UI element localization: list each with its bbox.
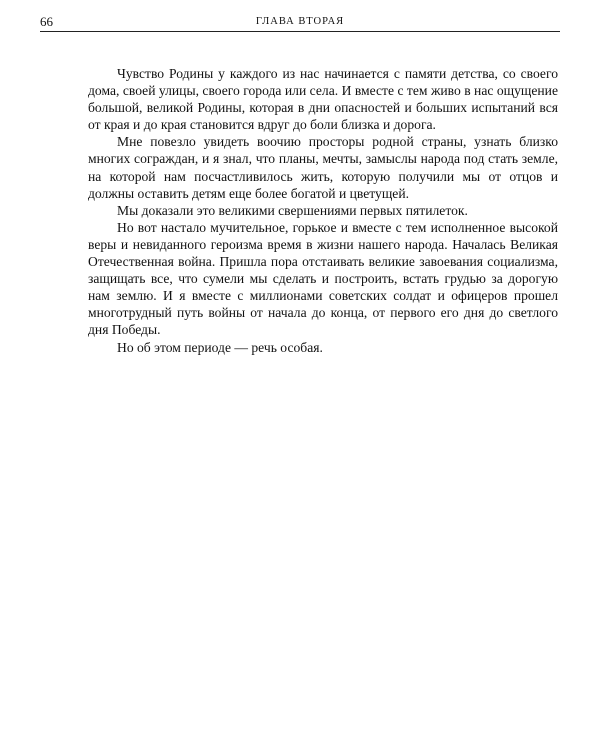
paragraph: Но вот настало мучительное, горькое и вместе с тем исполненное высокой веры и невиданного героизма время в жизни нашего народа. Началась Великая Отечественная война. Пришла пора отстаивать великие завоевания социализма, защищать все, что сумели мы сделать и построить, встать грудью за дорогую нам землю. И я вместе с миллионами советских солдат и офицеров прошел многотрудный путь войны от начала до конца, от первого его дня до светлого дня Победы. <box>88 219 558 338</box>
paragraph: Чувство Родины у каждого из нас начинается с памяти детства, со своего дома, своей улицы, своего города или села. И вместе с тем живо в нас ощущение большой, великой Родины, которая в дни опасностей и больших испытаний вся от края и до края становится вдруг до боли близка и дорога. <box>88 66 558 133</box>
paragraph: Мне повезло увидеть воочию просторы родной страны, узнать близко многих сограждан, и я знал, что планы, мечты, замыслы народа под стать земле, на которой нам посчастливилось жить, которую получили мы от отцов и должны оставить детям еще более богатой и цветущей. <box>88 134 558 201</box>
header-rule <box>40 31 560 32</box>
page-number: 66 <box>40 14 53 29</box>
paragraph: Мы доказали это великими свершениями первых пятилеток. <box>117 202 468 218</box>
paragraph: Но об этом периоде — речь особая. <box>117 339 323 355</box>
body-text <box>88 65 558 356</box>
chapter-title: ГЛАВА ВТОРАЯ <box>255 16 345 27</box>
page-header <box>40 14 560 32</box>
